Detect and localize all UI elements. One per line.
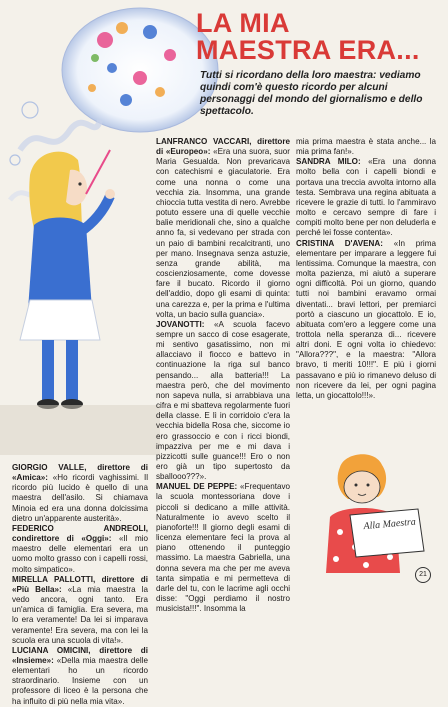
girl-blowing-bubble-illustration	[0, 0, 160, 455]
quote-text: «In prima elementare per imparare a leggere fui lentissima. Comunque la maestra, con molta pazienza, mi aiutò a superare ogni difficoltà. Poi un giorno, quando tutti noi bambini eravamo ormai diventati... bravi lettori, per premiarci portò a ciascuno un giocattolo. E io, abituata com'ero a leggere come una trottola nella speranza di... ricevere altri doni. E ogni volta io chiedevo: "Allora???", e la maestra: "Allora bravo, ti meriti 10!!!". E più i giorni passavano e più io rimanevo deluso di non ricevere da lei, per ogni pagina letta, un giocattolo!!!».	[296, 238, 436, 400]
paragraph	[12, 575, 148, 646]
quote-text: «Della mia maestra delle elementari ho un ricordo straordinario. Insieme con un professore di liceo è la persona che ha influito di più nella mia vita».	[12, 655, 148, 706]
article-subtitle: Tutti si ricordano della loro maestra: vediamo quindi com'è questo ricordo per alcuni personaggi del mondo del giornalismo e dello spettacolo.	[200, 70, 423, 117]
paragraph	[156, 482, 290, 614]
letter-text: Alla Maestra	[363, 516, 417, 533]
paragraph	[296, 137, 436, 157]
text-column-1	[12, 463, 148, 707]
speaker-name: SANDRA MILO:	[296, 157, 361, 167]
article-title-line-2: MAESTRA ERA...	[196, 35, 420, 65]
quote-text: «La mia maestra la vedo ancora, ogni tanto. Era un'amica di famiglia. Era severa, ma lo era veramente! Da lei si imparava veramente! Era severa, ma con lei la scuola era una scuola di vita!».	[12, 584, 149, 645]
quote-text: «A scuola facevo sempre un sacco di cose esagerate, mi sentivo gasatissimo, non mi allacciavo il fiocco e battevo in continuazione la riga sul banco pensando... alla batteria!!! La maestra però, che del movimento non sapeva nulla, si arrabbiava una cifra e mi sbatteva regolarmente fuori della classe. E lì in corridoio c'era la vecchia bidella Rosa che, siccome io ero grassoccio e con i ricci biondi, impazziva per me e mi dava i pizzicotti sulle guance!!! Ero o non ero già un tipo supertosto da sballooo???».	[156, 319, 290, 482]
paragraph	[156, 320, 290, 483]
quote-text: «Era una suora, suor Maria Gesualda. Non prevaricava con catechismi e giaculatorie. Era come una nonna o come una vecchia zia. Insomma, una grande chioccia tutta vestita di nero. Avrebbe potuto essere una di quelle vecchie balie meridionali che, sino a qualche anno fa, si vedevano per strada con un paio di bambini recalcitranti, uno per mano. Insegnava senza astuzie, senza grande abilità, ma coscienziosamente, come dovesse fare il bucato. Ricordo il giorno dell'addio, dopo gli esami di quinta: una carezza e, per la prima e l'ultima volta, un bacio sulla guancia».	[156, 147, 290, 319]
paragraph	[296, 239, 436, 402]
speaker-name: JOVANOTTI:	[156, 319, 205, 329]
page-number: 21	[415, 567, 431, 583]
speaker-name: GIORGIO VALLE, direttore di «Amica»:	[12, 463, 148, 483]
quote-text: «Il mio maestro delle elementari era un uomo molto grasso con i capelli rossi, molto simpatico».	[12, 534, 149, 574]
speaker-name: MIRELLA PALLOTTI, direttore di «Più Bella»:	[12, 574, 148, 594]
speaker-name: FEDERICO ANDREOLI, condirettore di «Oggi»:	[12, 523, 148, 544]
quote-text: mia prima maestra è stata anche... la mia prima fan!».	[296, 137, 436, 157]
article-title	[196, 10, 446, 64]
text-column-3	[296, 137, 436, 401]
speaker-name: LUCIANA OMICINI, direttore di «Insieme»:	[12, 645, 148, 665]
paragraph	[12, 646, 148, 707]
text-column-2	[156, 137, 290, 614]
quote-text: «Era una donna molto bella con i capelli biondi e portava una treccia avvolta intorno alla testa. Sembrava una regina abituata a ricevere le grazie di tutti. Io l'ammiravo molto e cercavo sempre di fare i compiti molto bene per non deluderla e perché lei fosse contenta».	[296, 157, 437, 238]
paragraph	[156, 137, 290, 320]
speaker-name: MANUEL DE PEPPE:	[156, 482, 238, 492]
article-title-line-1: LA MIA	[196, 8, 290, 38]
paragraph	[296, 157, 436, 238]
quote-text: «Ho ricordi vaghissimi. Il ricordo più lucido è quello di una maestra dell'asilo. Si chiamava Minoia ed era una donna dolcissima dietro un'apparente austerità».	[12, 473, 148, 523]
speaker-name: CRISTINA D'AVENA:	[296, 238, 383, 248]
paragraph	[12, 524, 148, 575]
quote-text: «Frequentavo la scuola montessoriana dove i piccoli si dedicano a mille attività. Naturalmente io avevo scelto il pianoforte!!! Il giorno degli esami di licenza elementare feci la prova al piano ottenendo il punteggio massimo. La maestra Gabriella, una donna severa ma che per me aveva tanta simpatia e mi permetteva di darle del tu, con le lacrime agli occhi disse: "Oggi perdiamo il nostro musicista!!!". Insomma la	[156, 482, 290, 614]
child-with-letter-cartoon	[300, 447, 438, 573]
speaker-name: LANFRANCO VACCARI, direttore di «Europeo»:	[156, 137, 290, 157]
paragraph	[12, 463, 148, 524]
